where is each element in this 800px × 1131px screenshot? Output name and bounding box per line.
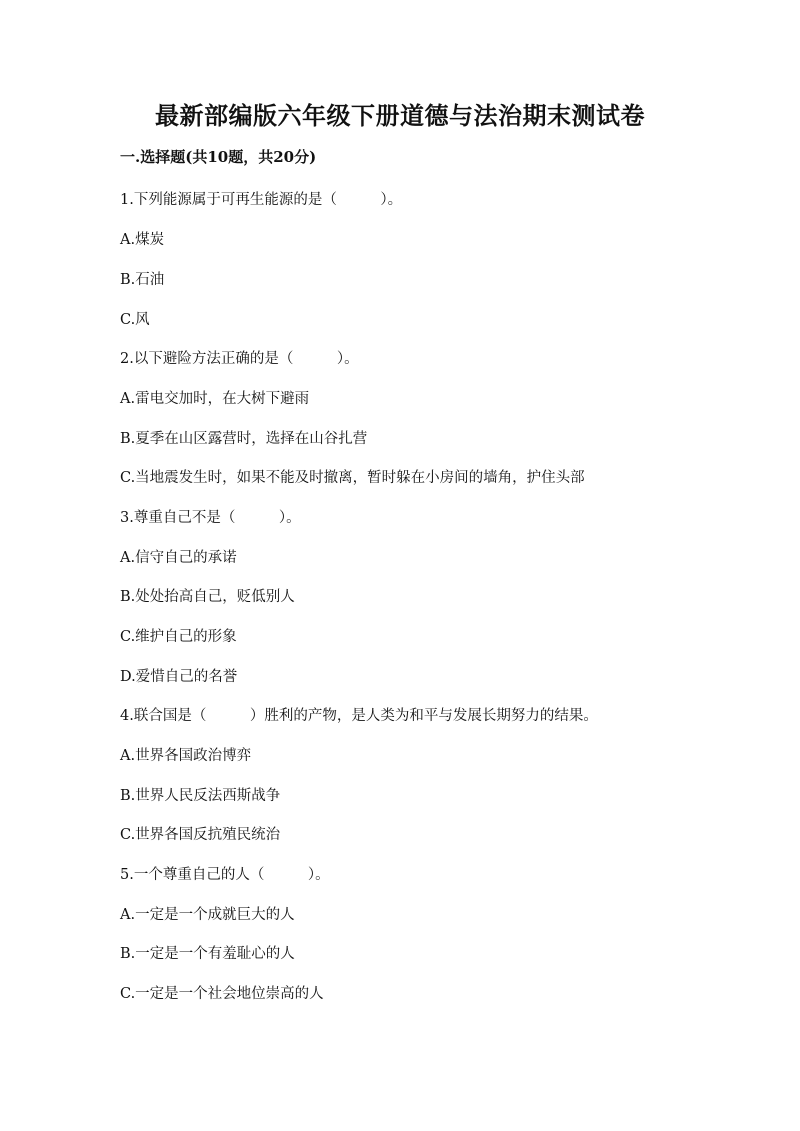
question-3-stem: 3.尊重自己不是（ ）。	[120, 510, 301, 526]
section-heading: 一.选择题(共10题，共20分)	[120, 148, 317, 166]
question-2-option-b: B.夏季在山区露营时，选择在山谷扎营	[120, 431, 368, 447]
question-4-option-b: B.世界人民反法西斯战争	[120, 788, 281, 804]
question-3-option-a: A.信守自己的承诺	[120, 550, 237, 566]
question-5-option-b: B.一定是一个有羞耻心的人	[120, 946, 295, 962]
question-5-option-c: C.一定是一个社会地位崇高的人	[120, 986, 324, 1002]
question-2-option-a: A.雷电交加时，在大树下避雨	[120, 391, 310, 407]
question-2-option-c: C.当地震发生时，如果不能及时撤离，暂时躲在小房间的墙角，护住头部	[120, 470, 585, 486]
question-3-option-c: C.维护自己的形象	[120, 629, 237, 645]
question-2-stem: 2.以下避险方法正确的是（ ）。	[120, 351, 359, 367]
question-3-option-d: D.爱惜自己的名誉	[120, 669, 238, 685]
question-1-stem: 1.下列能源属于可再生能源的是（ ）。	[120, 192, 403, 208]
question-4-stem: 4.联合国是（ ）胜利的产物，是人类为和平与发展长期努力的结果。	[120, 708, 598, 724]
question-5-option-a: A.一定是一个成就巨大的人	[120, 907, 295, 923]
question-3-option-b: B.处处抬高自己，贬低别人	[120, 589, 295, 605]
question-1-option-c: C.风	[120, 312, 150, 328]
question-4-option-a: A.世界各国政治博弈	[120, 748, 252, 764]
question-1-option-b: B.石油	[120, 272, 165, 288]
question-4-option-c: C.世界各国反抗殖民统治	[120, 827, 281, 843]
question-5-stem: 5.一个尊重自己的人（ ）。	[120, 867, 330, 883]
question-1-option-a: A.煤炭	[120, 232, 165, 248]
exam-title: 最新部编版六年级下册道德与法治期末测试卷	[155, 101, 645, 130]
